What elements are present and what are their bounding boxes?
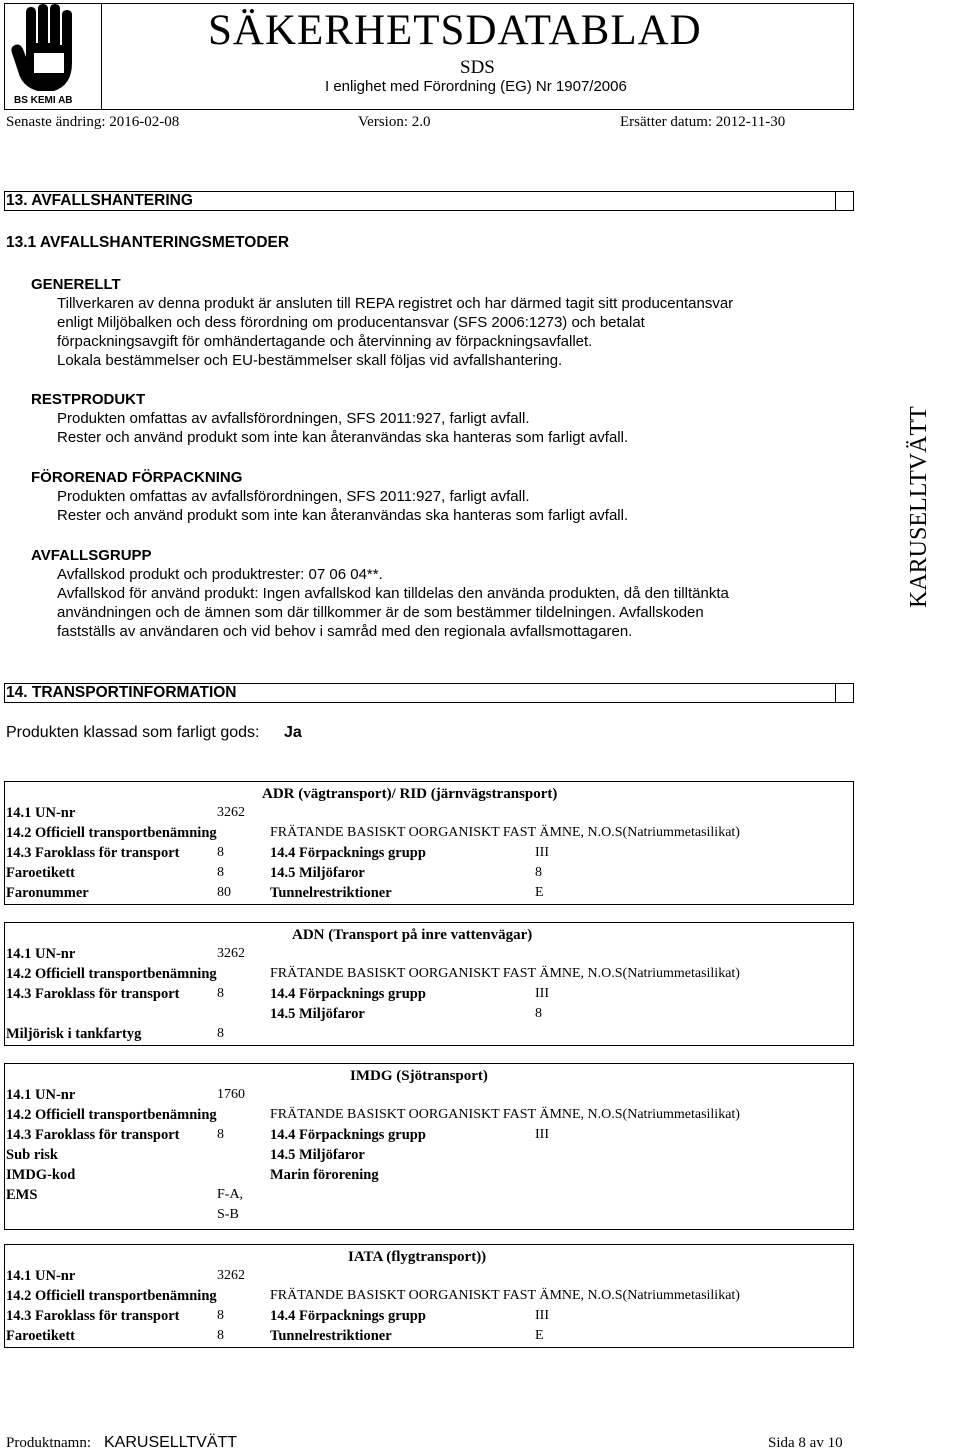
iata-tunnel-value: E bbox=[535, 1328, 544, 1343]
imdg-table bbox=[4, 1063, 854, 1230]
general-line: Lokala bestämmelser och EU-bestämmelser skall följas vid avfallshantering. bbox=[57, 352, 563, 369]
adn-env-label: 14.5 Miljöfaror bbox=[270, 1006, 365, 1022]
adr-tunnel-label: Tunnelrestriktioner bbox=[270, 885, 392, 901]
version-label: Version: 2.0 bbox=[358, 114, 431, 130]
imdg-heading: IMDG (Sjötransport) bbox=[350, 1068, 488, 1084]
replaces-date: Ersätter datum: 2012-11-30 bbox=[620, 114, 786, 130]
sds-label: SDS bbox=[460, 57, 495, 78]
adn-env-value: 8 bbox=[535, 1006, 542, 1021]
adn-name-value: FRÄTANDE BASISKT OORGANISKT FAST ÄMNE, N.O.S(Natriummetasilikat) bbox=[270, 966, 740, 981]
iata-un-value: 3262 bbox=[217, 1268, 245, 1283]
packaging-line: Rester och använd produkt som inte kan återanvändas ska hanteras som farligt avfall. bbox=[57, 507, 629, 524]
footer-product-name: KARUSELLTVÄTT bbox=[104, 1434, 238, 1451]
imdg-pack-value: III bbox=[535, 1127, 549, 1142]
imdg-name-label: 14.2 Officiell transportbenämning bbox=[6, 1107, 217, 1123]
imdg-un-label: 14.1 UN-nr bbox=[6, 1087, 76, 1103]
adr-label-value: 8 bbox=[217, 865, 224, 880]
regulation-text: I enlighet med Förordning (EG) Nr 1907/2006 bbox=[325, 78, 627, 95]
adr-hazno-label: Faronummer bbox=[6, 885, 89, 901]
imdg-ems-label: EMS bbox=[6, 1187, 38, 1203]
adn-un-label: 14.1 UN-nr bbox=[6, 946, 76, 962]
adr-env-label: 14.5 Miljöfaror bbox=[270, 865, 365, 881]
dangerous-goods-label: Produkten klassad som farligt gods: bbox=[6, 724, 260, 741]
imdg-marine-label: Marin förorening bbox=[270, 1167, 379, 1183]
iata-name-label: 14.2 Officiell transportbenämning bbox=[6, 1288, 217, 1304]
adn-name-label: 14.2 Officiell transportbenämning bbox=[6, 966, 217, 982]
dangerous-goods-value: Ja bbox=[284, 724, 302, 741]
iata-tunnel-label: Tunnelrestriktioner bbox=[270, 1328, 392, 1344]
adn-tank-label: Miljörisk i tankfartyg bbox=[6, 1026, 142, 1042]
packaging-heading: FÖRORENAD FÖRPACKNING bbox=[31, 469, 243, 486]
adr-class-value: 8 bbox=[217, 845, 224, 860]
imdg-subrisk-label: Sub risk bbox=[6, 1147, 58, 1163]
packaging-line: Produkten omfattas av avfallsförordningen, SFS 2011:927, farligt avfall. bbox=[57, 488, 530, 505]
side-product-name: KARUSELLTVÄTT bbox=[906, 406, 932, 608]
group-line: Avfallskod för använd produkt: Ingen avfallskod kan tilldelas den använda produkten, då den tilltänkta bbox=[57, 585, 729, 602]
footer-product-label: Produktnamn: bbox=[6, 1435, 91, 1451]
section-14-title: 14. TRANSPORTINFORMATION bbox=[6, 684, 237, 701]
adn-pack-value: III bbox=[535, 986, 549, 1001]
imdg-env-label: 14.5 Miljöfaror bbox=[270, 1147, 365, 1163]
residue-line: Rester och använd produkt som inte kan återanvändas ska hanteras som farligt avfall. bbox=[57, 429, 629, 446]
adn-un-value: 3262 bbox=[217, 946, 245, 961]
residue-heading: RESTPRODUKT bbox=[31, 391, 146, 408]
iata-label-value: 8 bbox=[217, 1328, 224, 1343]
iata-class-label: 14.3 Faroklass för transport bbox=[6, 1308, 180, 1324]
adr-name-label: 14.2 Officiell transportbenämning bbox=[6, 825, 217, 841]
adr-tunnel-value: E bbox=[535, 885, 544, 900]
group-line: användningen och de ämnen som där tillkommer är de som bestämmer tildelningen. Avfallskoden bbox=[57, 604, 704, 621]
iata-label-label: Faroetikett bbox=[6, 1328, 75, 1344]
adn-tank-value: 8 bbox=[217, 1026, 224, 1041]
iata-name-value: FRÄTANDE BASISKT OORGANISKT FAST ÄMNE, N.O.S(Natriummetasilikat) bbox=[270, 1288, 740, 1303]
section-13-1-title: 13.1 AVFALLSHANTERINGSMETODER bbox=[6, 234, 290, 251]
adr-name-value: FRÄTANDE BASISKT OORGANISKT FAST ÄMNE, N.O.S(Natriummetasilikat) bbox=[270, 825, 740, 840]
iata-pack-label: 14.4 Förpacknings grupp bbox=[270, 1308, 426, 1324]
adr-un-label: 14.1 UN-nr bbox=[6, 805, 76, 821]
last-change-date: Senaste ändring: 2016-02-08 bbox=[6, 114, 180, 130]
general-line: Tillverkaren av denna produkt är ansluten till REPA registret och har därmed tagit sitt producentansvar bbox=[57, 295, 734, 312]
general-heading: GENERELLT bbox=[31, 276, 121, 293]
group-line: fastställs av användaren och vid behov i samråd med den regionala avfallsmottagaren. bbox=[57, 623, 633, 640]
group-line: Avfallskod produkt och produktrester: 07 06 04**. bbox=[57, 566, 383, 583]
general-line: förpackningsavgift för omhändertagande och återvinning av förpackningsavfallet. bbox=[57, 333, 593, 350]
adn-heading: ADN (Transport på inre vattenvägar) bbox=[292, 927, 533, 943]
imdg-code-label: IMDG-kod bbox=[6, 1167, 76, 1183]
adr-pack-label: 14.4 Förpacknings grupp bbox=[270, 845, 426, 861]
imdg-un-value: 1760 bbox=[217, 1087, 245, 1102]
logo-text: BS KEMI AB bbox=[14, 95, 73, 106]
section-13-marker bbox=[835, 191, 853, 211]
imdg-pack-label: 14.4 Förpacknings grupp bbox=[270, 1127, 426, 1143]
imdg-class-value: 8 bbox=[217, 1127, 224, 1142]
adr-pack-value: III bbox=[535, 845, 549, 860]
adn-class-value: 8 bbox=[217, 986, 224, 1001]
logo-cell bbox=[4, 3, 102, 110]
company-logo-icon bbox=[4, 3, 100, 108]
document-title: SÄKERHETSDATABLAD bbox=[208, 7, 702, 54]
adr-class-label: 14.3 Faroklass för transport bbox=[6, 845, 180, 861]
iata-class-value: 8 bbox=[217, 1308, 224, 1323]
adn-class-label: 14.3 Faroklass för transport bbox=[6, 986, 180, 1002]
residue-line: Produkten omfattas av avfallsförordningen, SFS 2011:927, farligt avfall. bbox=[57, 410, 530, 427]
side-product-label bbox=[906, 406, 946, 606]
adr-label-label: Faroetikett bbox=[6, 865, 75, 881]
imdg-name-value: FRÄTANDE BASISKT OORGANISKT FAST ÄMNE, N.O.S(Natriummetasilikat) bbox=[270, 1107, 740, 1122]
adr-hazno-value: 80 bbox=[217, 885, 231, 900]
adr-heading: ADR (vägtransport)/ RID (järnvägstransport) bbox=[262, 786, 558, 802]
section-14-marker bbox=[835, 683, 853, 703]
footer-page-number: Sida 8 av 10 bbox=[768, 1435, 843, 1451]
group-heading: AVFALLSGRUPP bbox=[31, 547, 152, 564]
iata-un-label: 14.1 UN-nr bbox=[6, 1268, 76, 1284]
iata-pack-value: III bbox=[535, 1308, 549, 1323]
adr-env-value: 8 bbox=[535, 865, 542, 880]
general-line: enligt Miljöbalken och dess förordning om producentansvar (SFS 2006:1273) och betalat bbox=[57, 314, 645, 331]
section-13-title: 13. AVFALLSHANTERING bbox=[6, 192, 193, 209]
imdg-ems-value-2: S-B bbox=[217, 1207, 239, 1222]
iata-heading: IATA (flygtransport)) bbox=[348, 1249, 487, 1265]
adr-un-value: 3262 bbox=[217, 805, 245, 820]
imdg-class-label: 14.3 Faroklass för transport bbox=[6, 1127, 180, 1143]
adn-pack-label: 14.4 Förpacknings grupp bbox=[270, 986, 426, 1002]
imdg-ems-value-1: F-A, bbox=[217, 1187, 244, 1202]
